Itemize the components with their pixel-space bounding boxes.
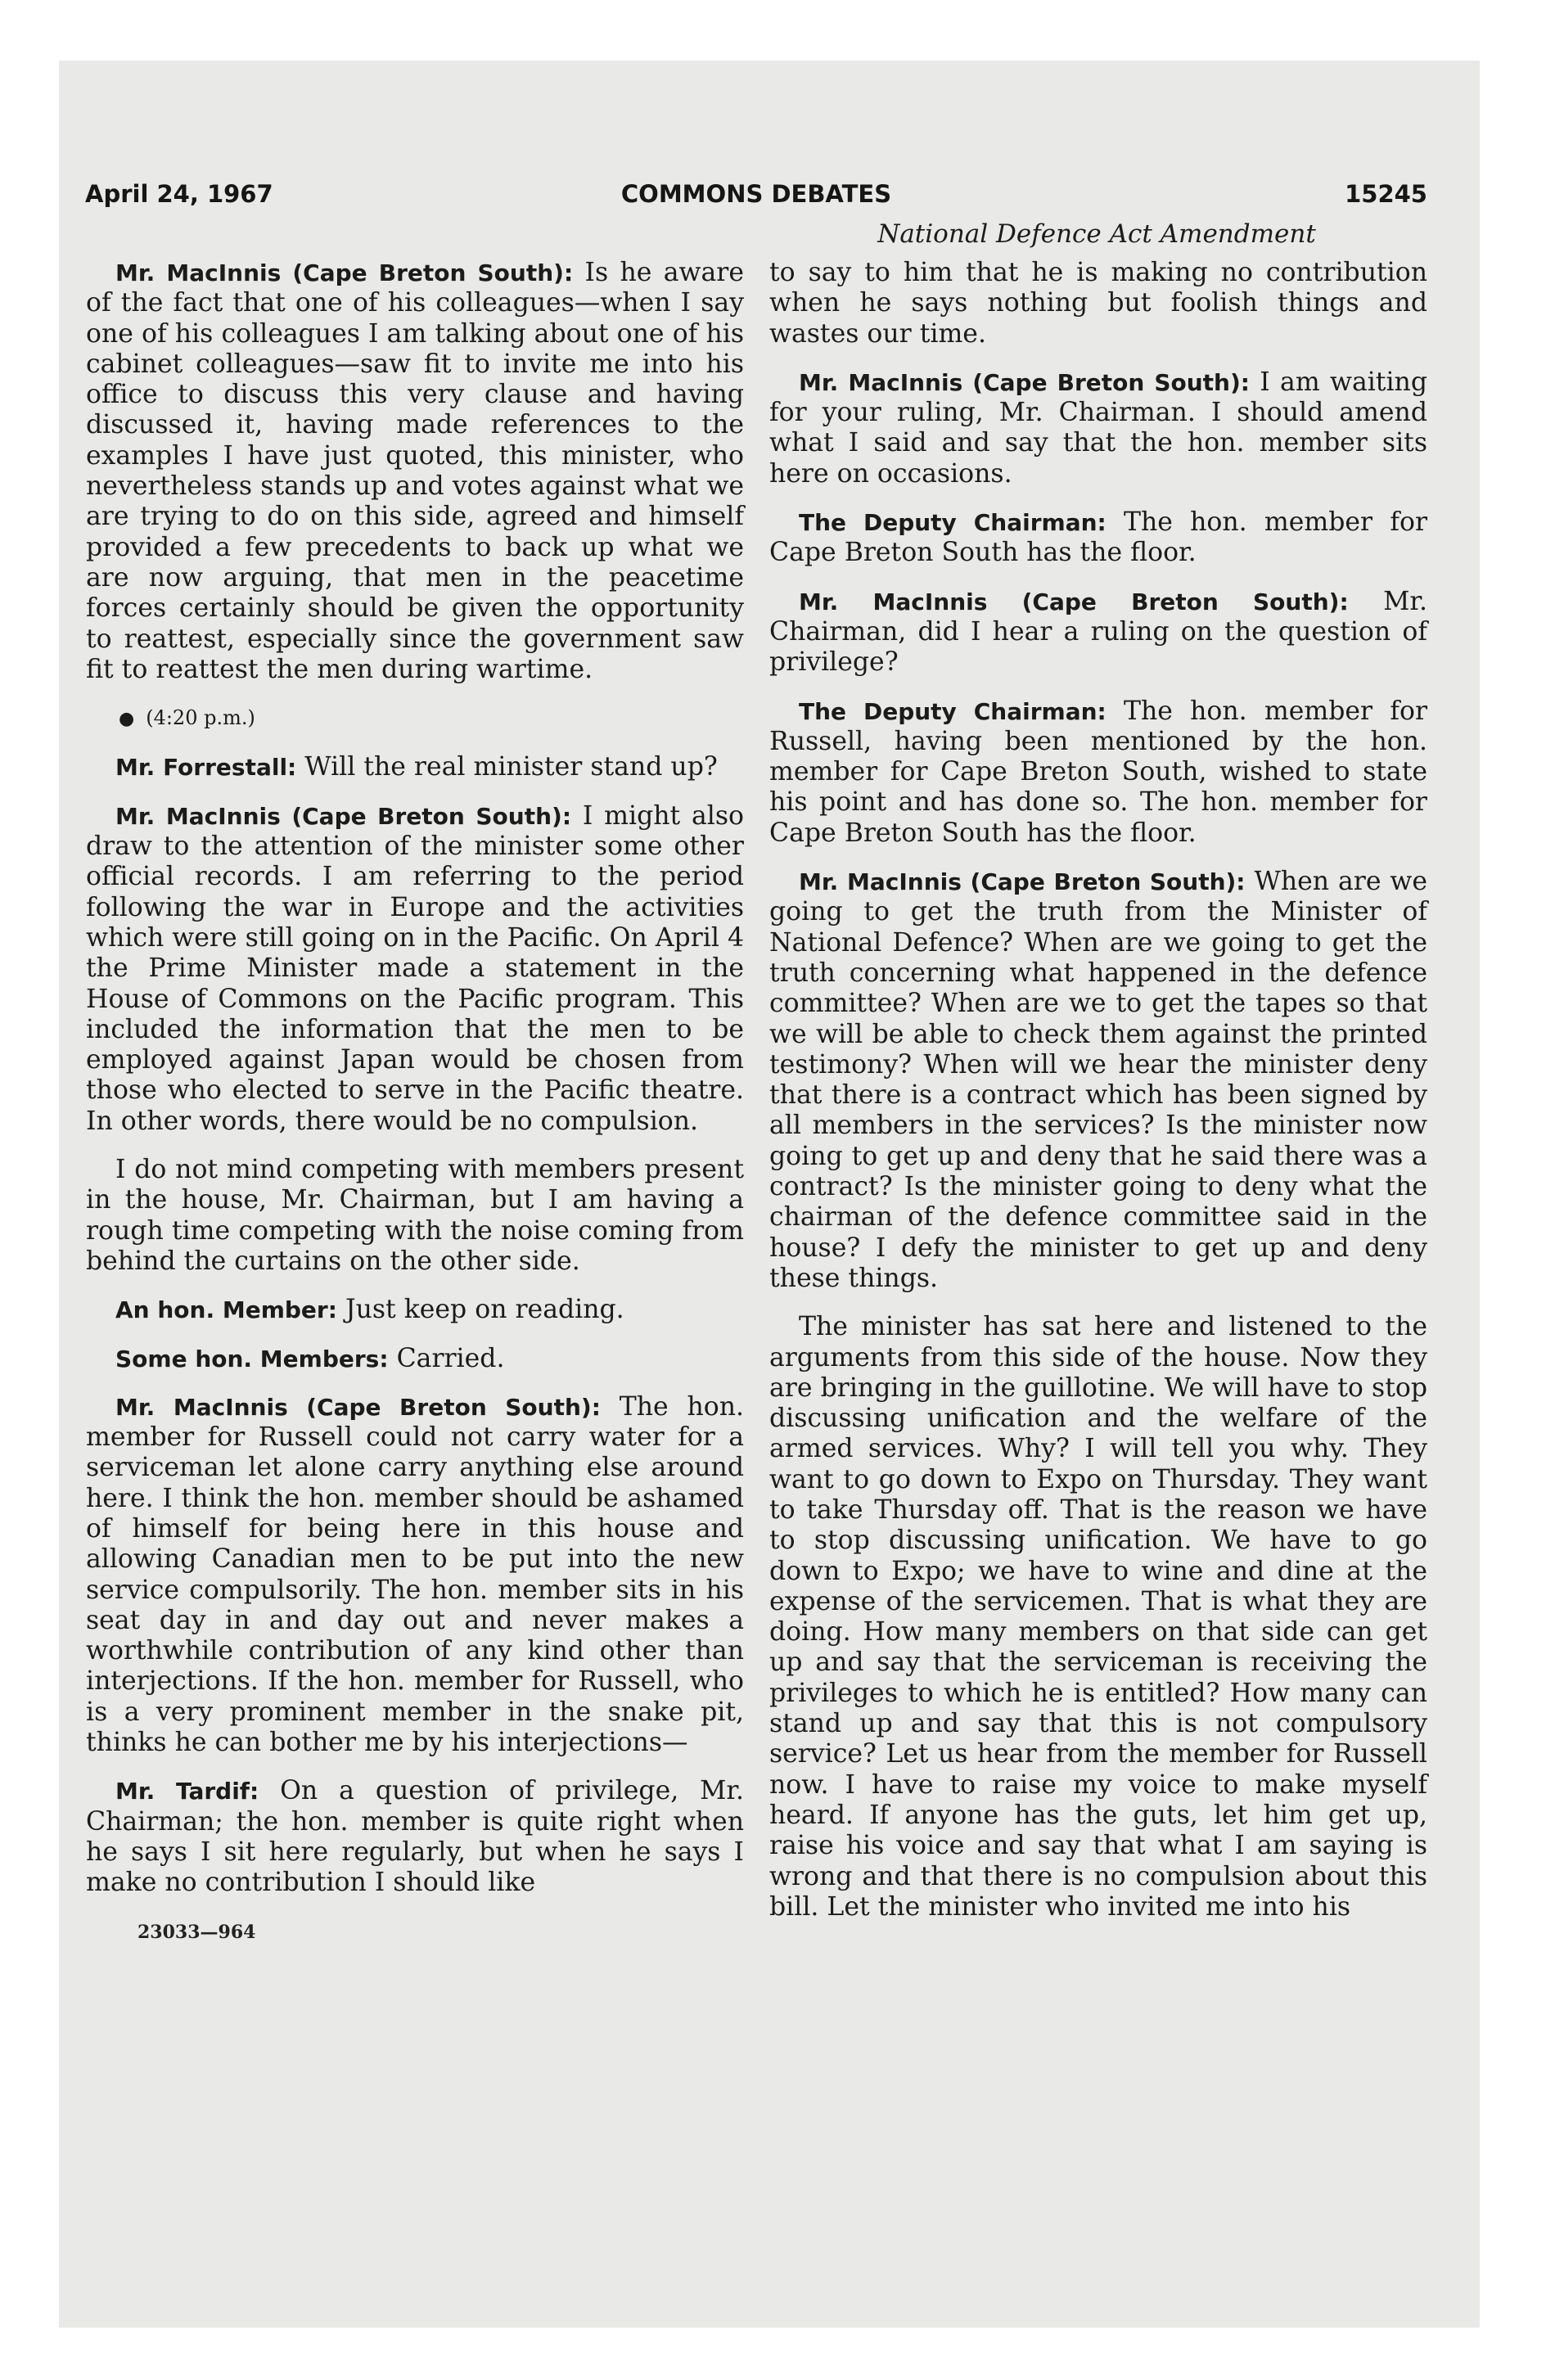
speech-paragraph: [86, 1776, 744, 1898]
speech-text: Mr. Chairman, did I hear a ruling on the question of privilege?: [769, 586, 1427, 678]
page-header: [85, 180, 1427, 223]
speaker-name: Mr. MacInnis (Cape Breton South):: [115, 259, 574, 286]
speaker-name: Mr. Forrestall:: [115, 754, 297, 782]
speech-paragraph: [769, 696, 1427, 849]
speech-paragraph: [86, 1344, 744, 1374]
speech-paragraph: [86, 1392, 744, 1759]
speech-paragraph: [86, 1295, 744, 1325]
speech-text: The minister has sat here and listened to the arguments from this side of the house. Now they are bringing in the guillotine. We will have to stop discussing unification and the welfare of the armed services. Why? I will tell you why. They want to go down to Expo on Thursday. They want to take Thursday off. That is the reason we have to stop discussing unification. We have to go down to Expo; we have to wine and dine at the expense of the servicemen. That is what they are doing. How many members on that side can get up and say that the serviceman is receiving the privileges to which he is entitled? How many can stand up and say that this is not compulsory service? Let us hear from the member for Russell now. I have to raise my voice to make myself heard. If anyone has the guts, let him get up, raise his voice and say that what I am saying is wrong and that there is no compulsion about this bill. Let the minister who invited me into his: [769, 1312, 1427, 1922]
speech-text: When are we going to get the truth from the Minister of National Defence? When are we going to get the truth concerning what happened in the defence committee? When are we to get the tapes so that we will be able to check them against the printed testimony? When will we hear the minister deny that there is a contract which has been signed by all members in the services? Is the minister now going to get up and deny that he said there was a contract? Is the minister going to deny what the chairman of the defence committee said in the house? I defy the minister to get up and deny these things.: [769, 867, 1427, 1293]
left-column: [86, 258, 744, 1917]
speaker-name: Mr. MacInnis (Cape Breton South):: [799, 868, 1246, 896]
speech-paragraph: [769, 587, 1427, 678]
speech-text: The hon. member for Cape Breton South has the floor.: [769, 507, 1428, 568]
time-stamp: [86, 703, 744, 734]
speech-text: I am waiting for your ruling, Mr. Chairman. I should amend what I said and say that the hon. member sits here on occasions.: [769, 367, 1427, 489]
speech-text: to say to him that he is making no contribution when he says nothing but foolish things and wastes our time.: [769, 258, 1427, 349]
speaker-name: Mr. MacInnis (Cape Breton South):: [799, 588, 1349, 615]
speech-text: The hon. member for Russell could not carry water for a serviceman let alone carry anything else around here. I think the hon. member should be ashamed of himself for being here in this house and allowing Canadian men to be put into the new service compulsorily. The hon. member sits in his seat day in and day out and never makes a worthwhile contribution of any kind other than interjections. If the hon. member for Russell, who is a very prominent member in the snake pit, thinks he can bother me by his interjections—: [86, 1391, 744, 1758]
speech-paragraph: [769, 258, 1427, 349]
speech-paragraph: [86, 752, 744, 782]
speech-paragraph: [769, 1312, 1427, 1922]
speaker-name: Some hon. Members:: [115, 1345, 389, 1373]
header-page-number: 15245: [1345, 180, 1427, 208]
speaker-name: An hon. Member:: [115, 1296, 337, 1324]
header-title: COMMONS DEBATES: [620, 180, 892, 208]
speech-text: I do not mind competing with members present in the house, Mr. Chairman, but I am having a rough time competing with the noise coming from behind the curtains on the other side.: [86, 1155, 744, 1276]
speaker-name: Mr. MacInnis (Cape Breton South):: [799, 368, 1250, 396]
speaker-name: Mr. MacInnis (Cape Breton South):: [115, 1393, 601, 1421]
header-date: April 24, 1967: [85, 180, 273, 208]
speech-text: Is he aware of the fact that one of his colleagues—when I say one of his colleagues I am talking about one of his cabinet colleagues—saw fit to invite me into his office to discuss this very clause and having discussed it, having made references to the examples I have just quoted, this minister, who nevertheless stands up and votes against what we are trying to do on this side, agreed and himself provided a few precedents to back up what we are now arguing, that men in the peacetime forces certainly should be given the opportunity to reattest, especially since the government saw fit to reattest the men during wartime.: [86, 258, 744, 684]
speech-text: Will the real minister stand up?: [304, 752, 718, 782]
speaker-name: Mr. Tardif:: [115, 1778, 259, 1805]
right-column: [769, 258, 1427, 1941]
print-code: 23033—964: [137, 1922, 256, 1943]
bullet-icon: ●: [119, 709, 135, 730]
speech-paragraph: [769, 507, 1427, 569]
speech-text: The hon. member for Russell, having been mentioned by the hon. member for Cape Breton South, wished to state his point and has done so. The hon. member for Cape Breton South has the floor.: [769, 696, 1428, 848]
speaker-name: The Deputy Chairman:: [799, 509, 1107, 537]
time-text: (4:20 p.m.): [146, 706, 255, 730]
speech-text: On a question of privilege, Mr. Chairman; the hon. member is quite right when he says I sit here regularly, but when he says I make no contribution I should like: [86, 1776, 745, 1898]
speech-paragraph: [769, 867, 1427, 1294]
speech-paragraph: [86, 801, 744, 1137]
speaker-name: Mr. MacInnis (Cape Breton South):: [115, 802, 572, 830]
speech-paragraph: [769, 367, 1427, 489]
header-subtitle: National Defence Act Amendment: [877, 219, 1316, 249]
speech-text: I might also draw to the attention of the minister some other official records. I am referring to the period following the war in Europe and the activities which were still going on in the Pacific. On April 4 the Prime Minister made a statement in the House of Commons on the Pacific program. This included the information that the men to be employed against Japan would be chosen from those who elected to serve in the Pacific theatre. In other words, there would be no compulsion.: [86, 800, 744, 1136]
speech-text: Carried.: [396, 1343, 505, 1373]
speech-paragraph: [86, 1155, 744, 1277]
speaker-name: The Deputy Chairman:: [799, 697, 1107, 725]
speech-paragraph: [86, 258, 744, 685]
speech-text: Just keep on reading.: [345, 1295, 624, 1325]
